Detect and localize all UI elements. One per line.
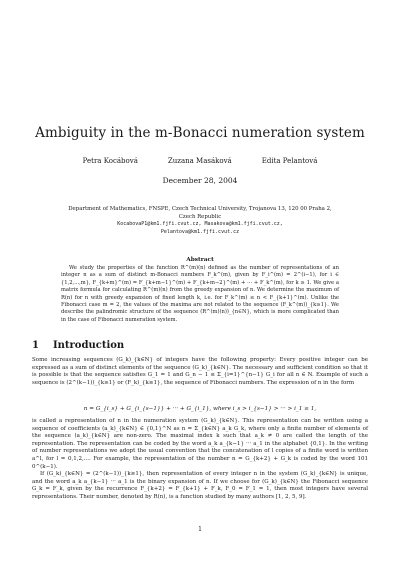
- affiliation-block: [60, 206, 340, 236]
- paragraph: Some increasing sequences (G_k)_{k∈N} of integers have the following property: Every positive integer can be expressed as a sum of distinct elements of the sequence (G_k)_{k∈N}. The necessary and sufficient condition so that it is possible is that the sequence satisfies G_1 = 1 and G_n − 1 ≤ Σ_{i=1}^{n−1} G_i for all n ∈ N. Example of such a sequence is (2^(k−1))_{k≥1} or (F_k)_{k≥1}, the sequence of Fibonacci numbers. The expression of n in the form: [32, 357, 368, 386]
- paragraph: is called a representation of n in the numeration system (G_k)_{k∈N}. This representation can be written using a sequence of coefficients (a_k)_{k∈N} ∈ {0,1}^N as n = Σ_{k∈N} a_k G_k, where only a finite number of elements of the sequence (a_k)_{k∈N} are non-zero. The maximal index k such that a_k ≠ 0 are called the length of the representation. The representation can be coded by the word a_k a_{k−1} ··· a_1 in the alphabet {0,1}. In the writing of number representations we adopt the usual convention that the concatenation of l copies of a finite word is written a^l, for l = 0,1,2,.... For example, the representation of the number n = G_{k+2} + G_k is coded by the word 101 0^(k−1).: [32, 418, 368, 470]
- paper-date: December 28, 2004: [162, 176, 238, 185]
- page-number: 1: [198, 526, 202, 533]
- section-number: 1: [32, 340, 39, 351]
- section-heading: [32, 340, 138, 351]
- section-title: Introduction: [52, 340, 125, 351]
- email-line: KocabovaP1@km1.fjfi.cvut.cz, Masakova@km1.fjfi.cvut.cz,: [117, 221, 283, 228]
- abstract-text: We study the properties of the function R^(m)(n) defined as the number of representations of an integer n as a sum of distinct m-Bonacci numbers F_k^(m), given by F_i^(m) = 2^(i−1), for i ∈ {1,2,...,m}, F_{k+m}^(m) = F_{k+m−1}^(m) + F_{k+m−2}^(m) + ··· + F_k^(m), for k ≥ 1. We give a matrix formula for calculating R^(m)(n) from the greedy expansion of n. We determine the maximum of R(n) for n with greedy expansion of fixed length k, i.e. for F_k^(m) ≤ n < F_{k+1}^(m). Unlike the Fibonacci case m = 2, the values of the maxima are not related to the sequence (F_k^(m))_{k≥1}. We describe the palindromic structure of the sequence (R^(m)(n))_{n∈N}, which is more complicated than in the case of Fibonacci numeration system.: [61, 265, 339, 323]
- display-equation: n = G_{i_s} + G_{i_{s−1}} + ··· + G_{i_1}, where i_s > i_{s−1} > ··· > i_1 ≥ 1,: [83, 406, 317, 412]
- author-list: [0, 157, 400, 165]
- paper-title: Ambiguity in the m-Bonacci numeration system: [35, 125, 365, 141]
- email-line: Pelantova@km1.fjfi.cvut.cz: [160, 228, 240, 235]
- affiliation: Department of Mathematics, FNSPE, Czech Technical University, Trojanova 13, 120 00 Praha 2, Czech Republic: [68, 206, 332, 220]
- intro-body-cont: [32, 418, 368, 502]
- author-name: Zuzana Masáková: [167, 157, 232, 165]
- abstract-heading: Abstract: [186, 257, 214, 263]
- paragraph: If (G_k)_{k∈N} = (2^(k−1))_{k≥1}, then representation of every integer n in the system (G_k)_{k∈N} is unique, and the word a_k a_{k−1} ··· a_1 is the binary expansion of n. If we choose for (G_k)_{k∈N} the Fibonacci sequence G_k = F_k, given by the recurrence F_{k+2} = F_{k+1} + F_k, F_0 = F_1 = 1, then most integers have several representations. Their number, denoted by R(n), is a function studied by many authors [1, 2, 5, 9].: [32, 471, 368, 500]
- intro-body: [32, 357, 368, 387]
- author-name: Petra Kocábová: [82, 157, 138, 165]
- author-name: Edita Pelantová: [261, 157, 318, 165]
